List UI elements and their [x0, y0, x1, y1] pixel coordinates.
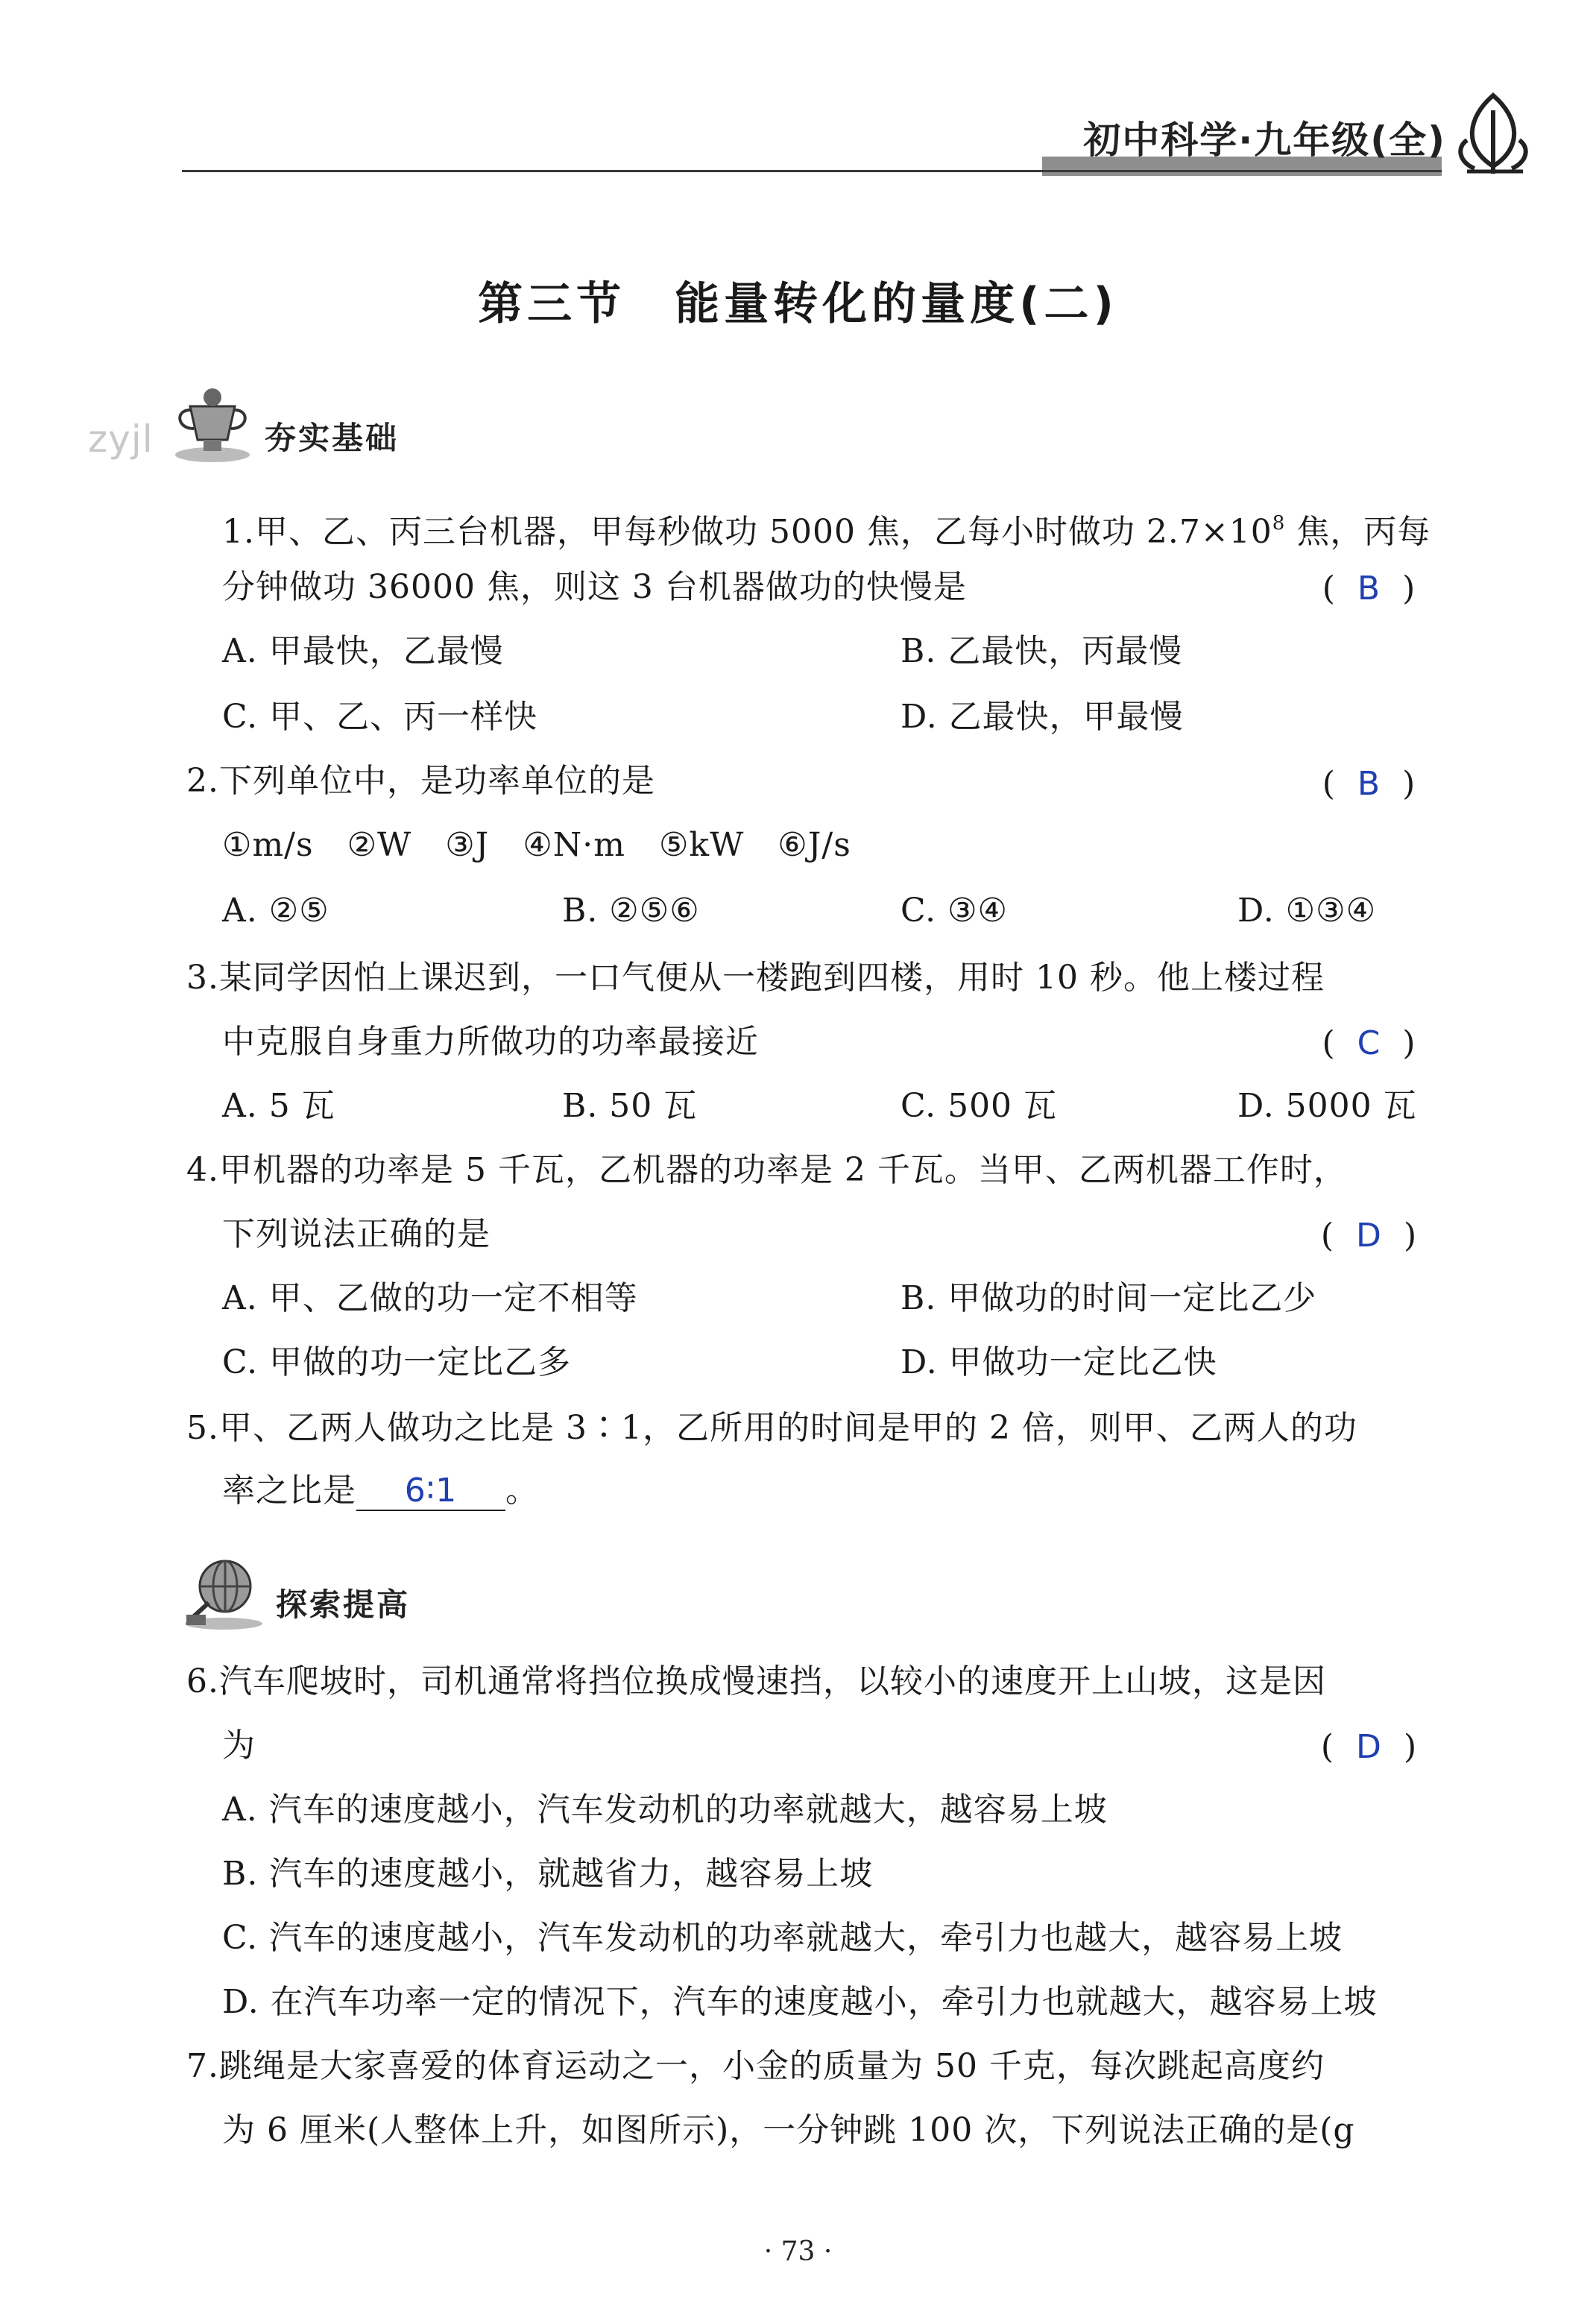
q2-option-b: B. ②⑤⑥: [562, 892, 700, 930]
section-title: 第三节 能量转化的量度(二): [478, 278, 1118, 330]
q3-option-b: B. 50 瓦: [562, 1087, 698, 1125]
q3-option-a: A. 5 瓦: [222, 1087, 335, 1125]
q4-option-a: A. 甲、乙做的功一定不相等: [222, 1279, 638, 1317]
page-number: · 73 ·: [763, 2236, 833, 2267]
q1-option-b: B. 乙最快，丙最慢: [900, 632, 1183, 670]
q2-answer: B: [1357, 765, 1381, 803]
q3-option-c: C. 500 瓦: [900, 1087, 1058, 1125]
header-title: 初中科学·九年级(全): [1083, 119, 1446, 162]
section-basic-label: 夯实基础: [265, 420, 400, 456]
q6-option-d: D. 在汽车功率一定的情况下，汽车的速度越小，牵引力也就越大，越容易上坡: [222, 1983, 1378, 2021]
q1-line1: [222, 501, 1431, 555]
q2-answer-bracket: ( B ): [1322, 765, 1416, 803]
section-advanced-heading: [179, 1551, 410, 1633]
q5-answer-blank: 6∶1: [356, 1472, 505, 1511]
q4-line2: 下列说法正确的是: [222, 1215, 491, 1253]
leaf-icon: [1452, 88, 1534, 177]
q6-line1: 6.汽车爬坡时，司机通常将挡位换成慢速挡，以较小的速度开上山坡，这是因: [186, 1662, 1326, 1700]
q4-line1: 4.甲机器的功率是 5 千瓦，乙机器的功率是 2 千瓦。当甲、乙两机器工作时，: [186, 1151, 1347, 1189]
q3-option-d: D. 5000 瓦: [1237, 1087, 1417, 1125]
q6-option-a: A. 汽车的速度越小，汽车发动机的功率就越大，越容易上坡: [222, 1791, 1108, 1829]
q2-option-a: A. ②⑤: [222, 892, 329, 930]
q5-line2-post: 。: [505, 1472, 539, 1510]
q2-option-d: D. ①③④: [1237, 892, 1377, 930]
q6-answer-bracket: ( D ): [1320, 1728, 1417, 1766]
q4-option-c: C. 甲做的功一定比乙多: [222, 1343, 572, 1381]
q3-answer-bracket: ( C ): [1322, 1024, 1416, 1062]
q6-option-c: C. 汽车的速度越小，汽车发动机的功率就越大，牵引力也越大，越容易上坡: [222, 1919, 1343, 1957]
q6-line2: 为: [222, 1727, 256, 1765]
q1-line2: 分钟做功 36000 焦，则这 3 台机器做功的快慢是: [222, 568, 967, 606]
q1-option-a: A. 甲最快，乙最慢: [222, 632, 504, 670]
q6-answer: D: [1356, 1728, 1381, 1766]
q4-answer-bracket: ( D ): [1320, 1217, 1417, 1255]
q1-option-d: D. 乙最快，甲最慢: [900, 698, 1184, 736]
q6-option-b: B. 汽车的速度越小，就越省力，越容易上坡: [222, 1855, 874, 1893]
q3-line1: 3.某同学因怕上课迟到，一口气便从一楼跑到四楼，用时 10 秒。他上楼过程: [186, 959, 1325, 997]
trophy-icon: [168, 384, 257, 466]
section-basic-heading: [168, 384, 399, 466]
q1-sup: 8: [1272, 512, 1286, 535]
q7-line1: 7.跳绳是大家喜爱的体育运动之一，小金的质量为 50 千克，每次跳起高度约: [186, 2047, 1325, 2085]
q3-line2: 中克服自身重力所做功的功率最接近: [222, 1023, 759, 1061]
q2-units: ①m/s ②W ③J ④N·m ⑤kW ⑥J/s: [222, 826, 851, 864]
q4-option-b: B. 甲做功的时间一定比乙少: [900, 1279, 1317, 1317]
q3-answer: C: [1357, 1024, 1381, 1062]
q1-text-a: 1.甲、乙、丙三台机器，甲每秒做功 5000 焦，乙每小时做功 2.7×10: [222, 513, 1272, 551]
q1-text-b: 焦，丙每: [1285, 513, 1431, 551]
q2-line1: 2.下列单位中，是功率单位的是: [186, 762, 655, 800]
q2-option-c: C. ③④: [900, 892, 1008, 930]
header-rule: [182, 170, 1442, 172]
q7-line2: 为 6 厘米(人整体上升，如图所示)，一分钟跳 100 次，下列说法正确的是(g: [222, 2111, 1355, 2149]
q5-line2-pre: 率之比是: [222, 1472, 356, 1510]
q1-option-c: C. 甲、乙、丙一样快: [222, 698, 538, 736]
q4-option-d: D. 甲做功一定比乙快: [900, 1343, 1217, 1381]
q5-line2: [222, 1469, 539, 1513]
q1-answer: B: [1357, 570, 1381, 608]
q1-answer-bracket: ( B ): [1322, 570, 1416, 608]
q5-line1: 5.甲、乙两人做功之比是 3∶1，乙所用的时间是甲的 2 倍，则甲、乙两人的功: [186, 1409, 1357, 1447]
globe-icon: [179, 1551, 268, 1633]
q4-answer: D: [1356, 1217, 1381, 1255]
watermark: zyjl: [88, 417, 154, 461]
section-advanced-label: 探索提高: [276, 1586, 411, 1623]
